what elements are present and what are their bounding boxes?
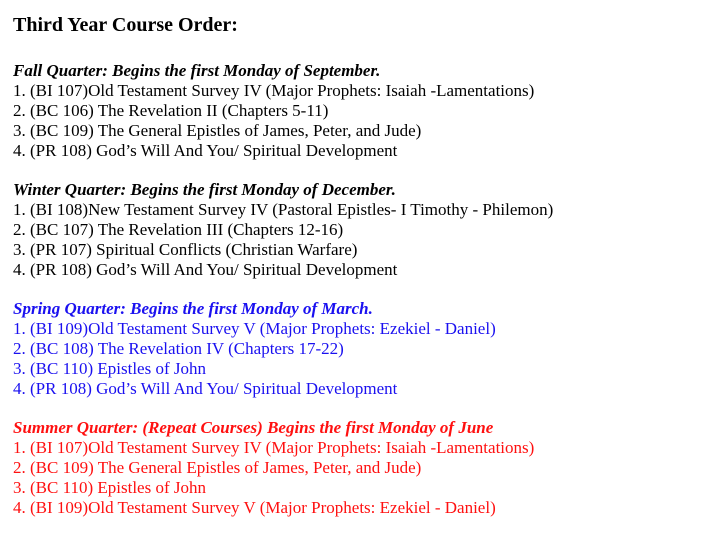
- course-item: 4. (BI 109)Old Testament Survey V (Major Prophets: Ezekiel - Daniel): [13, 498, 496, 517]
- course-item: 4. (PR 108) God’s Will And You/ Spiritual Development: [13, 379, 398, 398]
- course-item: 1. (BI 108)New Testament Survey IV (Pastoral Epistles- I Timothy - Philemon): [13, 200, 554, 219]
- fall-quarter-section: [13, 61, 534, 161]
- course-item: 4. (PR 108) God’s Will And You/ Spiritual Development: [13, 141, 398, 160]
- spring-quarter-heading: Spring Quarter: Begins the first Monday of March.: [13, 299, 373, 318]
- course-item: 2. (BC 106) The Revelation II (Chapters 5-11): [13, 101, 329, 120]
- summer-quarter-heading: Summer Quarter: (Repeat Courses) Begins the first Monday of June: [13, 418, 494, 437]
- course-item: 3. (PR 107) Spiritual Conflicts (Christian Warfare): [13, 240, 358, 259]
- fall-quarter-heading: Fall Quarter: Begins the first Monday of September.: [13, 61, 381, 80]
- course-item: 1. (BI 107)Old Testament Survey IV (Major Prophets: Isaiah -Lamentations): [13, 438, 535, 457]
- winter-quarter-section: [13, 180, 553, 280]
- winter-quarter-heading: Winter Quarter: Begins the first Monday of December.: [13, 180, 396, 199]
- summer-quarter-section: [13, 418, 534, 518]
- course-item: 3. (BC 110) Epistles of John: [13, 478, 206, 497]
- course-item: 4. (PR 108) God’s Will And You/ Spiritual Development: [13, 260, 398, 279]
- course-item: 1. (BI 107)Old Testament Survey IV (Major Prophets: Isaiah -Lamentations): [13, 81, 535, 100]
- course-item: 3. (BC 109) The General Epistles of James, Peter, and Jude): [13, 121, 422, 140]
- course-item: 2. (BC 109) The General Epistles of James, Peter, and Jude): [13, 458, 422, 477]
- course-item: 1. (BI 109)Old Testament Survey V (Major Prophets: Ezekiel - Daniel): [13, 319, 496, 338]
- spring-quarter-section: [13, 299, 496, 399]
- course-item: 2. (BC 107) The Revelation III (Chapters 12-16): [13, 220, 344, 239]
- course-item: 2. (BC 108) The Revelation IV (Chapters 17-22): [13, 339, 344, 358]
- page-title: Third Year Course Order:: [13, 14, 238, 36]
- course-item: 3. (BC 110) Epistles of John: [13, 359, 206, 378]
